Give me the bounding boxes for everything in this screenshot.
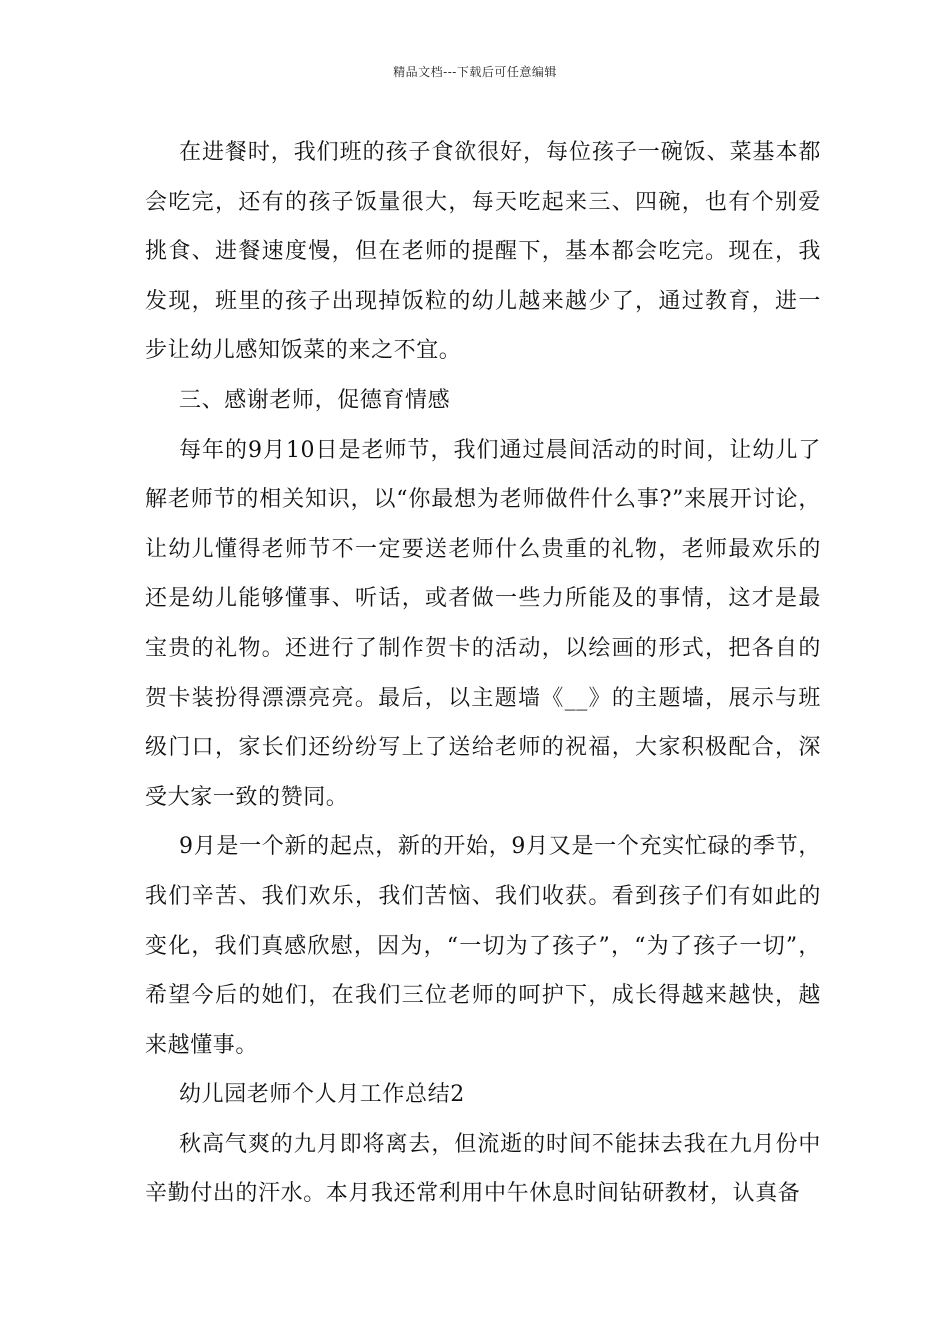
paragraph-meals: 在进餐时，我们班的孩子食欲很好，每位孩子一碗饭、菜基本都会吃完，还有的孩子饭量很大，每天吃起来三、四碗，也有个别爱挑食、进餐速度慢，但在老师的提醒下，基本都会吃完。现在，我发现，班里的孩子出现掉饭粒的幼儿越来越少了，通过教育，进一步让幼儿感知饭菜的来之不宜。	[145, 140, 821, 364]
page-header: 精品文档---下载后可任意编辑	[393, 65, 557, 79]
section-heading-report-2: 幼儿园老师个人月工作总结2	[179, 1082, 465, 1108]
paragraph-autumn: 秋高气爽的九月即将离去，但流逝的时间不能抹去我在九月份中辛勤付出的汗水。本月我还常利用中午休息时间钻研教材，认真备	[145, 1131, 821, 1207]
section-heading-thank-teachers: 三、感谢老师，促德育情感	[179, 387, 451, 413]
paragraph-september-summary: 9月是一个新的起点，新的开始，9月又是一个充实忙碌的季节，我们辛苦、我们欢乐，我们苦恼、我们收获。看到孩子们有如此的变化，我们真感欣慰，因为，“一切为了孩子”，“为了孩子一切”，希望今后的她们，在我们三位老师的呵护下，成长得越来越快，越来越懂事。	[145, 834, 821, 1058]
document-body	[145, 128, 821, 1219]
paragraph-teachers-day: 每年的9月10日是老师节，我们通过晨间活动的时间，让幼儿了解老师节的相关知识，以“你最想为老师做件什么事?”来展开讨论，让幼儿懂得老师节不一定要送老师什么贵重的礼物，老师最欢乐的还是幼儿能够懂事、听话，或者做一些力所能及的事情，这才是最宝贵的礼物。还进行了制作贺卡的活动，以绘画的形式，把各自的贺卡装扮得漂漂亮亮。最后，以主题墙《__》的主题墙，展示与班级门口，家长们还纷纷写上了送给老师的祝福，大家积极配合，深受大家一致的赞同。	[145, 437, 821, 810]
